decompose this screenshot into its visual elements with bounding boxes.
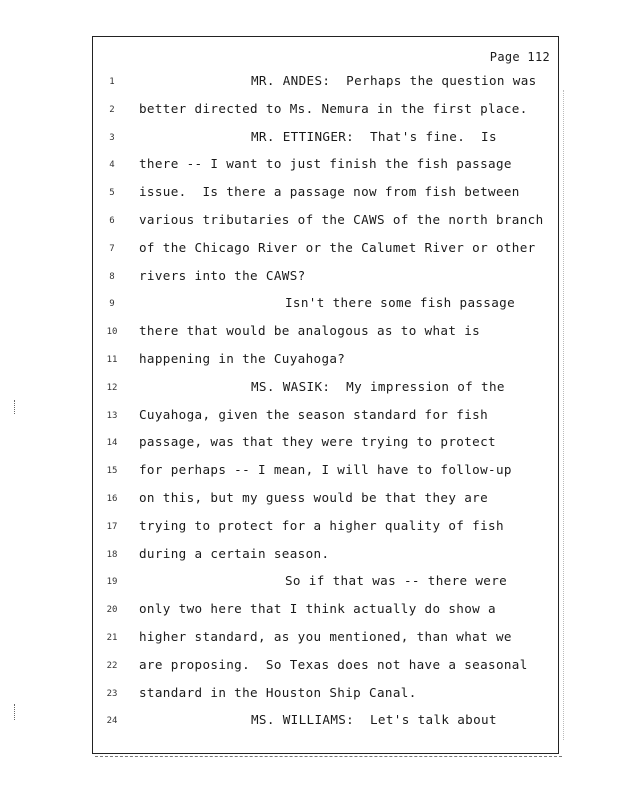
line-number: 13 xyxy=(106,410,118,421)
line-text: So if that was -- there were xyxy=(285,573,508,589)
scan-edge xyxy=(561,90,564,740)
line-number: 3 xyxy=(109,132,115,143)
transcript-line xyxy=(93,101,558,129)
transcript-line xyxy=(93,407,558,435)
line-number: 20 xyxy=(106,605,118,616)
transcript-line xyxy=(93,184,558,212)
transcript-line xyxy=(93,601,558,629)
line-text: passage, was that they were trying to protect xyxy=(139,434,496,450)
transcript-line xyxy=(93,156,558,184)
transcript-line xyxy=(93,212,558,240)
transcript-line xyxy=(93,573,558,601)
line-text: MS. WILLIAMS: Let's talk about xyxy=(251,712,497,728)
line-text: there -- I want to just finish the fish passage xyxy=(139,156,512,172)
line-number: 1 xyxy=(109,77,115,87)
line-number: 17 xyxy=(106,521,118,532)
line-text: MR. ANDES: Perhaps the question was xyxy=(251,73,537,88)
scan-mark xyxy=(14,400,17,414)
line-text: only two here that I think actually do show a xyxy=(139,601,496,617)
transcript-line xyxy=(93,490,558,518)
line-number: 9 xyxy=(109,299,115,310)
transcript-line xyxy=(93,685,558,713)
line-number: 21 xyxy=(106,633,118,643)
transcript-line xyxy=(93,712,558,740)
line-text: MR. ETTINGER: That's fine. Is xyxy=(251,128,497,144)
line-text: of the Chicago River or the Calumet River or other xyxy=(139,239,536,255)
line-text: rivers into the CAWS? xyxy=(139,267,306,283)
line-number: 8 xyxy=(109,271,115,282)
transcript-line xyxy=(93,73,558,101)
transcript-line xyxy=(93,351,558,379)
line-text: higher standard, as you mentioned, than what we xyxy=(139,629,512,644)
line-text: MS. WASIK: My impression of the xyxy=(251,378,505,394)
line-number: 12 xyxy=(106,382,118,393)
transcript-line xyxy=(93,546,558,574)
line-text: Isn't there some fish passage xyxy=(285,295,516,311)
line-text: on this, but my guess would be that they are xyxy=(139,490,489,505)
line-text: standard in the Houston Ship Canal. xyxy=(139,684,417,700)
line-text: issue. Is there a passage now from fish between xyxy=(139,184,520,200)
line-text: for perhaps -- I mean, I will have to follow-up xyxy=(139,462,512,478)
line-number: 11 xyxy=(106,355,118,365)
transcript-line xyxy=(93,129,558,157)
line-text: Cuyahoga, given the season standard for fish xyxy=(139,406,489,422)
line-text: various tributaries of the CAWS of the north branch xyxy=(139,212,544,227)
line-number: 14 xyxy=(106,438,118,449)
line-number: 5 xyxy=(109,188,115,199)
line-text: better directed to Ms. Nemura in the first place. xyxy=(139,100,528,116)
line-number: 4 xyxy=(109,160,115,171)
line-text: during a certain season. xyxy=(139,545,330,561)
line-number: 22 xyxy=(106,660,118,671)
transcript-line xyxy=(93,379,558,407)
line-number: 7 xyxy=(109,243,115,254)
scan-mark xyxy=(14,704,17,720)
line-number: 18 xyxy=(106,549,118,560)
transcript-line xyxy=(93,268,558,296)
transcript-line xyxy=(93,518,558,546)
line-number: 10 xyxy=(106,327,118,338)
line-text: trying to protect for a higher quality of fish xyxy=(139,517,504,533)
transcript-line xyxy=(93,434,558,462)
line-text: happening in the Cuyahoga? xyxy=(139,351,346,366)
line-number: 24 xyxy=(106,716,118,727)
line-number: 2 xyxy=(109,104,115,115)
line-text: are proposing. So Texas does not have a seasonal xyxy=(139,656,528,672)
transcript-line xyxy=(93,295,558,323)
transcript-line xyxy=(93,629,558,657)
line-number: 19 xyxy=(106,577,118,588)
line-number: 16 xyxy=(106,494,118,504)
line-number: 15 xyxy=(106,466,118,477)
line-number: 6 xyxy=(109,216,115,226)
line-text: there that would be analogous as to what is xyxy=(139,323,481,339)
transcript-page xyxy=(92,36,559,754)
page-number: Page 112 xyxy=(489,50,550,64)
line-number: 23 xyxy=(106,688,118,699)
transcript-line xyxy=(93,323,558,351)
transcript-line xyxy=(93,240,558,268)
transcript-line xyxy=(93,462,558,490)
transcript-line xyxy=(93,657,558,685)
